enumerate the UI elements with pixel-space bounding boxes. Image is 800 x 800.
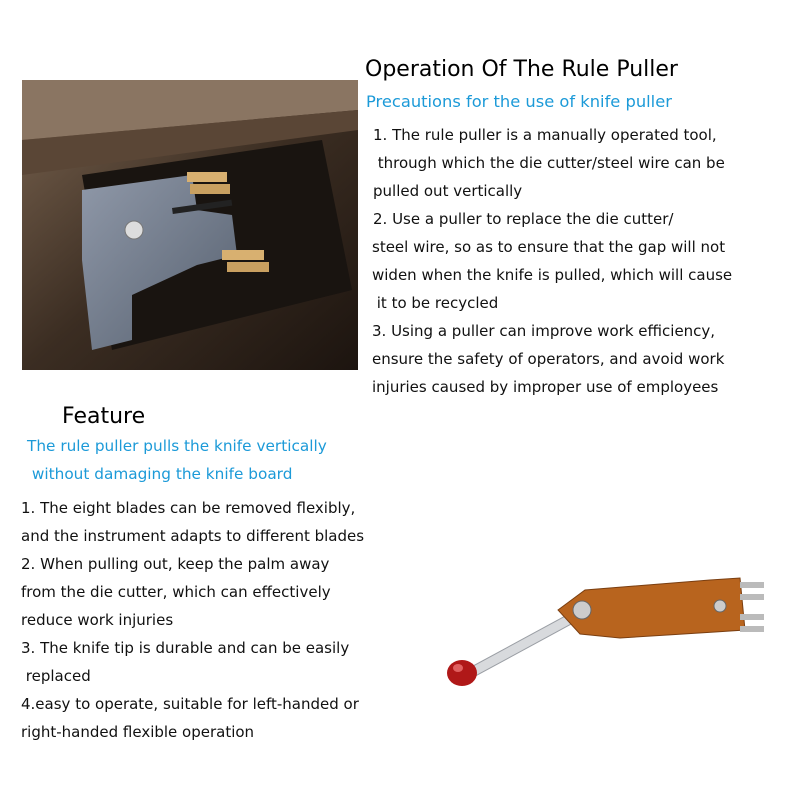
operation-subtitle: Precautions for the use of knife puller [366,92,672,111]
operation-line: widen when the knife is pulled, which will cause [372,266,733,284]
operation-line: steel wire, so as to ensure that the gap will not [372,238,726,256]
product-case-photo [22,80,358,370]
rule-puller-tool-photo [440,570,780,695]
operation-line: ensure the safety of operators, and avoid work [372,350,725,368]
feature-line: 4.easy to operate, suitable for left-handed or [21,695,359,713]
operation-line: 3. Using a puller can improve work efficiency, [372,322,716,340]
operation-line: through which the die cutter/steel wire can be [373,154,725,172]
operation-line: injuries caused by improper use of employees [372,378,719,396]
feature-line: 1. The eight blades can be removed flexibly, [21,499,356,517]
operation-line: 2. Use a puller to replace the die cutter/ [373,210,674,228]
operation-line: it to be recycled [372,294,499,312]
feature-subtitle-line: The rule puller pulls the knife vertically [27,437,327,455]
operation-line: pulled out vertically [373,182,523,200]
feature-line: 3. The knife tip is durable and can be easily [21,639,350,657]
feature-line: and the instrument adapts to different blades [21,527,365,545]
feature-line: replaced [21,667,91,685]
operation-title: Operation Of The Rule Puller [365,57,678,82]
feature-line: right-handed flexible operation [21,723,255,741]
feature-line: from the die cutter, which can effectively [21,583,331,601]
feature-title: Feature [62,404,146,429]
operation-line: 1. The rule puller is a manually operated tool, [373,126,717,144]
feature-line: 2. When pulling out, keep the palm away [21,555,330,573]
feature-subtitle-line: without damaging the knife board [27,465,293,483]
feature-line: reduce work injuries [21,611,174,629]
